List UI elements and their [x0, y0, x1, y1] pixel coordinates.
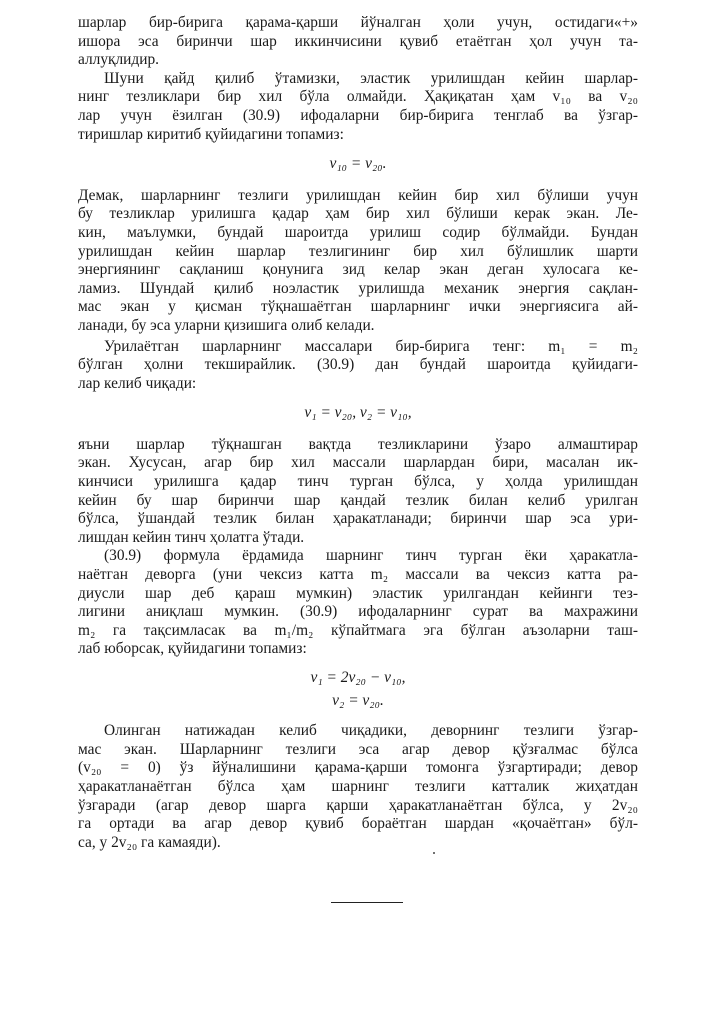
page-text [78, 14, 638, 852]
text-line: ҳаракатланаётган бўлса ҳам шарнинг тезлиги катталик жиҳатдан [78, 777, 638, 795]
text-line: кин, маълумки, бундай шароитда урилиш содир бўлмайди. Бундан [78, 223, 638, 241]
text-line: ўзгаради (агар девор шарга қарши ҳаракатланаётган бўлса, у 2v₂₀ [78, 796, 638, 814]
text-line: мас экан у қисман тўқнашаётган шарларнинг ички энергиясига ай- [78, 298, 638, 316]
formula: v₁ = v₂₀, v₂ = v₁₀, [304, 404, 412, 422]
text-line: лигини аниқлаш мумкин. (30.9) ифодаларнинг сурат ва махражини [78, 603, 638, 621]
text-line: наётган деворга (уни чексиз катта m₂ массали ва чексиз катта ра- [78, 566, 638, 584]
text-line: (v₂₀ = 0) ўз йўналишини қарама-қарши томонга ўзгартиради; девор [78, 759, 638, 777]
text-line: m₂ га тақсимласак ва m₁/m₂ кўпайтмага эга бўлган аъзоларни таш- [78, 621, 638, 639]
text-line: кейин бу шар биринчи шар қандай тезлик билан келиб урилган [78, 491, 638, 509]
text-line: ланади, бу эса уларни қизишига олиб келади. [78, 316, 375, 334]
text-line: экан. Хусусан, агар бир хил массали шарлардан бири, масалан ик- [78, 454, 638, 472]
text-line: Демак, шарларнинг тезлиги урилишдан кейин бир хил бўлиши учун [78, 186, 638, 204]
text-line: Олинган натижадан келиб чиқадики, деворнинг тезлиги ўзгар- [104, 722, 638, 740]
text-line: яъни шарлар тўқнашган вақтда тезликларини ўзаро алмаштирар [78, 435, 638, 453]
text-line: кинчиси урилишга қадар тинч турган бўлса, у ҳолда урилишдан [78, 473, 638, 491]
text-line: шарлар бир-бирига қарама-қарши йўналган ҳоли учун, остидаги«+» [78, 14, 638, 31]
text-line: бўлса, ўшандай тезлик билан ҳаракатланади; биринчи шар эса ури- [78, 510, 638, 528]
text-line: урилишдан кейин шарлар тезлигининг бир хил бўлишлик шарти [78, 242, 638, 260]
text-line: лишдан кейин тинч ҳолатга ўтади. [78, 528, 305, 546]
section-end-rule [331, 902, 403, 903]
text-line: ламиз. Шундай қилиб ноэластик урилишда механик энергия сақлан- [78, 279, 638, 297]
text-line: тиришлар киритиб қуйидагини топамиз: [78, 125, 344, 143]
text-line: (30.9) формула ёрдамида шарнинг тинч турган ёки ҳаракатла- [104, 547, 638, 565]
text-line: ишора эса биринчи шар иккинчисини қувиб етаётган ҳол учун та- [78, 32, 638, 50]
text-line: Шуни қайд қилиб ўтамизки, эластик урилишдан кейин шарлар- [104, 69, 638, 87]
text-line: са, у 2v₂₀ га камаяди). [78, 833, 221, 851]
text-line: диусли шар деб қараш мумкин) эластик урилгандан кейинги тез- [78, 584, 638, 602]
text-line: лар келиб чиқади: [78, 374, 197, 392]
text-line: бу тезликлар урилишга қадар ҳам бир хил бўлиши керак экан. Ле- [78, 205, 638, 223]
text-line: аллуқлидир. [78, 51, 160, 69]
text-line: Урилаётган шарларнинг массалари бир-бирига тенг: m₁ = m₂ [104, 337, 638, 355]
text-line: лар учун ёзилган (30.9) ифодаларни бир-бирига тенглаб ва ўзгар- [78, 106, 638, 124]
speck-mark [433, 852, 435, 854]
text-line: нинг тезликлари бир хил бўла олмайди. Ҳақиқатан ҳам v₁₀ ва v₂₀ [78, 88, 638, 106]
formula: v₁₀ = v₂₀. [329, 155, 387, 173]
formula: v₂ = v₂₀. [332, 691, 384, 709]
text-line: га ортади ва агар девор қувиб бораётган шардан «қочаётган» бўл- [78, 815, 638, 833]
text-line: бўлган ҳолни текширайлик. (30.9) дан бундай шароитда қуйидаги- [78, 356, 638, 374]
text-line: мас экан. Шарларнинг тезлиги эса агар девор қўзғалмас бўлса [78, 740, 638, 758]
text-line: энергиянинг сақланиш қонунига зид келар экан деган хулосага ке- [78, 261, 638, 279]
text-line: лаб юборсак, қуйидагини топамиз: [78, 640, 307, 658]
formula: v₁ = 2v₂₀ − v₁₀, [310, 669, 406, 686]
